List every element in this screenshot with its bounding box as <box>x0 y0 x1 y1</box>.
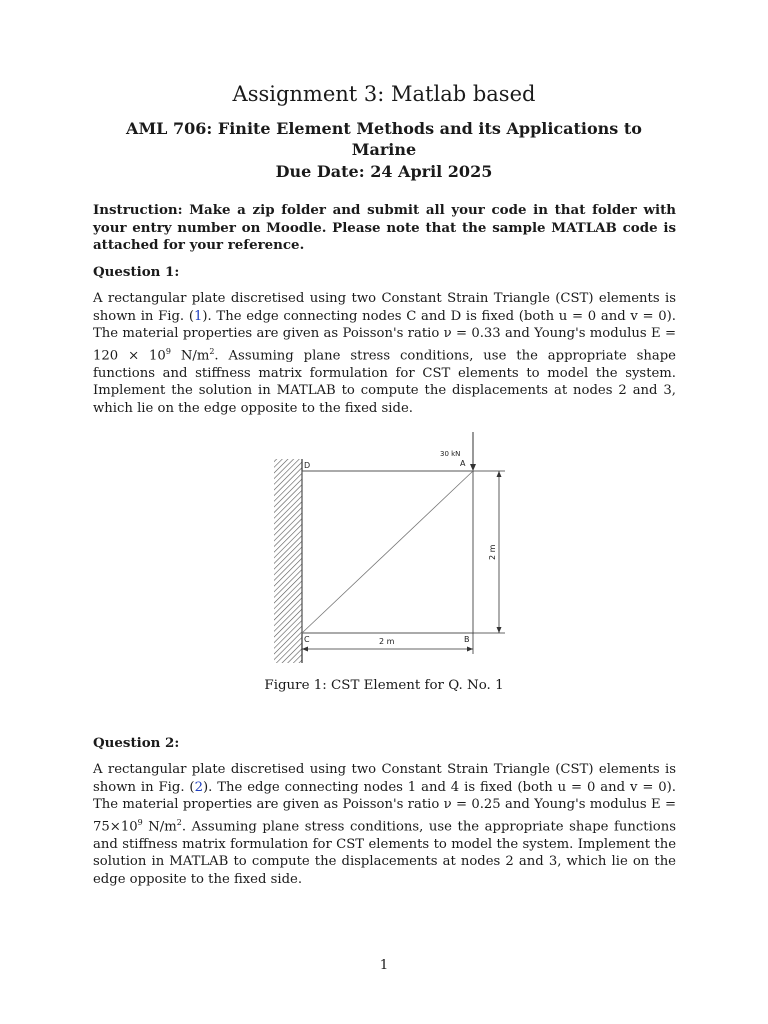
load-label: 30 kN <box>440 450 461 458</box>
page-title: Assignment 3: Matlab based <box>232 82 536 106</box>
width-dimension-arrow-left <box>302 647 308 652</box>
question-2-heading: Question 2: <box>93 735 180 751</box>
q1-exponent: 2 <box>209 346 215 356</box>
width-dimension-arrow-right <box>467 647 473 652</box>
plate-diagonal <box>302 471 473 633</box>
page-number: 1 <box>379 958 389 973</box>
height-dimension-arrow-bottom <box>497 627 502 633</box>
q2-text-part: . Assuming plane stress conditions, use the appropriate shape functions and stiffness matrix formulation for CST elements to model the system. Implement the solution in MATLAB to compute the displacements at nodes 2 and 3, which lie on the edge opposite to the fixed side. <box>93 819 677 887</box>
node-c-label: C <box>304 635 310 644</box>
q1-text-part: A rectangular plate discretised using two Constant Strain Triangle (CST) elements is shown in Fig. ( <box>93 291 676 324</box>
q1-exponent: 9 <box>165 346 171 356</box>
question-2-text <box>93 761 676 889</box>
q2-text-part: N/m <box>142 819 177 835</box>
q1-text-part: . Assuming plane stress conditions, use the appropriate shape functions and stiffness matrix formulation for CST elements to model the system. Implement the solution in MATLAB to compute the displacements at nodes 2 and 3, which lie on the edge opposite to the fixed side. <box>93 348 676 416</box>
figure-2-link[interactable]: 2 <box>194 779 203 795</box>
height-dimension-arrow-top <box>497 471 502 477</box>
question-1-heading: Question 1: <box>93 264 180 280</box>
figure-1-link[interactable]: 1 <box>193 308 203 324</box>
node-a-label: A <box>460 459 466 468</box>
figure-1-diagram <box>262 428 512 668</box>
q1-text-part: ). The edge connecting nodes C and D is fixed (both u = 0 and v = 0). The material properties are given as Poisson's ratio ν = 0.33 and Young's modulus E = 120 × 10 <box>93 308 676 364</box>
q2-text-part: ). The edge connecting nodes 1 and 4 is fixed (both u = 0 and v = 0). The material properties are given as Poisson's ratio ν = 0.25 and Young's modulus E = 75×10 <box>93 779 676 835</box>
q2-exponent: 9 <box>137 817 143 827</box>
load-arrowhead <box>470 464 476 471</box>
due-date: Due Date: 24 April 2025 <box>275 162 493 181</box>
node-b-label: B <box>464 635 470 644</box>
course-subtitle: AML 706: Finite Element Methods and its Applications to Marine <box>126 119 642 159</box>
q1-text-part: N/m <box>170 348 210 364</box>
figure-1-caption: Figure 1: CST Element for Q. No. 1 <box>264 678 504 693</box>
q2-text-part: A rectangular plate discretised using two Constant Strain Triangle (CST) elements is shown in Fig. ( <box>93 762 676 795</box>
height-label: 2 m <box>488 544 497 560</box>
instruction-text: Instruction: Make a zip folder and submit all your code in that folder with your entry number on Moodle. Please note that the sample MATLAB code is attached for your reference. <box>93 202 676 253</box>
fixed-wall-hatch <box>274 459 302 663</box>
node-d-label: D <box>304 461 311 470</box>
width-label: 2 m <box>379 637 395 646</box>
question-1-text <box>93 290 676 418</box>
q2-exponent: 2 <box>176 817 182 827</box>
